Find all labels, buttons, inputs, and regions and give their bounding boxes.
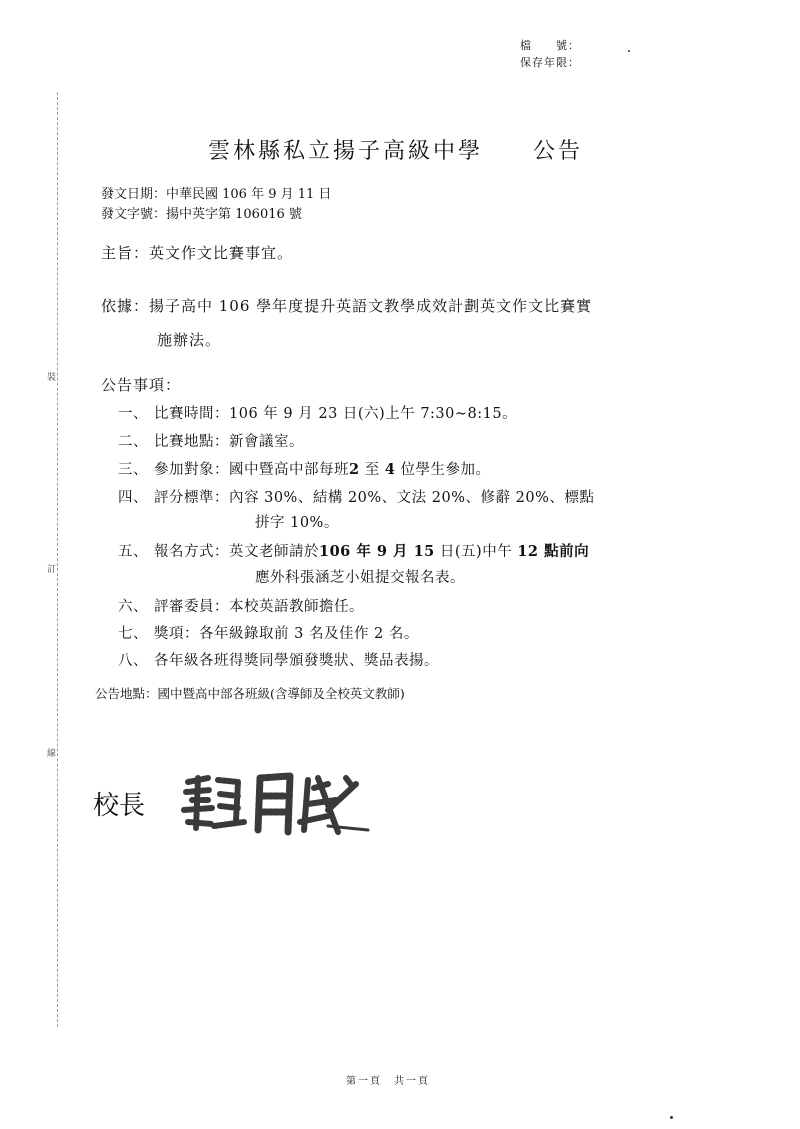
notice-item-7	[118, 622, 419, 643]
notice-item-1	[118, 402, 517, 423]
notice-item-4-continued: 拼字 10%。	[255, 515, 339, 531]
bold-hour: 12	[517, 543, 539, 560]
bold-year-unit: 年	[350, 543, 377, 560]
item-number: 五、	[118, 544, 148, 560]
item-text-mid: 至	[359, 462, 385, 478]
binding-line	[57, 92, 58, 1027]
notice-item-2	[118, 430, 304, 451]
item-number: 八、	[118, 653, 148, 669]
item-text: 各年級各班得獎同學頒發獎狀、獎品表揚。	[154, 653, 439, 669]
page-footer: 第一頁 共一頁	[346, 1076, 430, 1087]
bold-count-max: 4	[384, 461, 396, 478]
item-number: 一、	[118, 406, 148, 422]
notice-item-4	[118, 486, 594, 507]
binding-mark-zhuang: 裝	[47, 368, 56, 385]
subject-line: 主旨：英文作文比賽事宜。	[101, 244, 294, 262]
binding-mark-xian: 線	[47, 744, 56, 761]
issue-date: 發文日期：中華民國 106 年 9 月 11 日	[101, 187, 332, 202]
item-text-pre: 報名方式：英文老師請於	[154, 544, 319, 560]
item-text-post: 位學生參加。	[395, 462, 491, 478]
bold-month-unit: 月	[387, 543, 414, 560]
item-number: 四、	[118, 490, 148, 506]
item-text: 獎項：各年級錄取前 3 名及佳作 2 名。	[154, 626, 419, 642]
item-number: 三、	[118, 462, 148, 478]
bold-month: 9	[376, 543, 388, 560]
file-number-label: 檔 號：	[520, 39, 580, 52]
principal-label: 校長	[93, 791, 146, 821]
basis-line-1: 依據：揚子高中 106 學年度提升英語文教學成效計劃英文作文比賽實	[101, 297, 593, 315]
notice-item-3	[118, 458, 491, 479]
item-text: 比賽地點：新會議室。	[154, 434, 304, 450]
item-text: 評審委員：本校英語教師擔任。	[154, 599, 364, 615]
binding-mark-ding: 訂	[47, 560, 56, 577]
bold-year: 106	[319, 543, 351, 560]
item-text-pre: 參加對象：國中暨高中部每班	[154, 462, 349, 478]
item-number: 二、	[118, 434, 148, 450]
notice-item-5	[118, 540, 589, 561]
item-number: 七、	[118, 626, 148, 642]
bold-count-min: 2	[349, 461, 360, 478]
item-text: 比賽時間：106 年 9 月 23 日(六)上午 7:30~8:15。	[154, 406, 518, 422]
reference-number: 發文字號：揚中英字第 106016 號	[101, 207, 302, 222]
item-text-post: 點前向	[538, 543, 590, 560]
bold-day: 15	[413, 543, 435, 560]
notice-item-6	[118, 595, 364, 616]
notice-heading: 公告事項：	[101, 376, 182, 394]
scan-speck	[628, 50, 630, 52]
item-text-mid: 日(五)中午	[434, 544, 518, 560]
notice-item-5-continued: 應外科張涵芝小姐提交報名表。	[255, 570, 465, 586]
retention-period-label: 保存年限：	[520, 56, 580, 69]
basis-line-2: 施辦法。	[157, 331, 222, 349]
document-title: 雲林縣私立揚子高級中學 公告	[208, 139, 584, 164]
posting-location: 公告地點：國中暨高中部各班級(含導師及全校英文教師)	[95, 686, 405, 701]
item-text: 評分標準：內容 30%、結構 20%、文法 20%、修辭 20%、標點	[154, 490, 595, 506]
notice-item-8	[118, 649, 439, 670]
principal-signature-stamp	[178, 770, 378, 840]
item-number: 六、	[118, 599, 148, 615]
scan-speck	[670, 1116, 673, 1119]
